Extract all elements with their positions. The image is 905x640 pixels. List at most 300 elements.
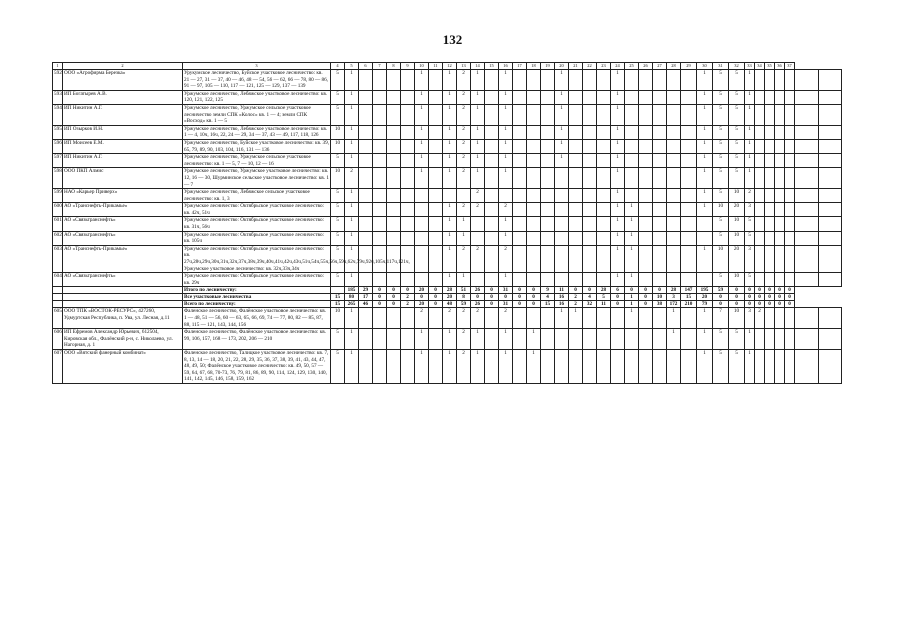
value-cell [359, 104, 373, 125]
value-cell: 1 [697, 104, 713, 125]
value-cell [541, 308, 555, 329]
value-cell: 5 [713, 70, 729, 91]
value-cell [541, 189, 555, 203]
value-cell: 7 [713, 308, 729, 329]
total-value: 51 [457, 287, 471, 294]
value-cell [785, 308, 795, 329]
value-cell: 2 [457, 203, 471, 217]
value-cell: 1 [499, 217, 513, 231]
location-description: Уржумское лесничество, Лебяжское участковое лесничество: кв. 1 — 4, 10ч, 16ч, 22, 24 — 29, 34 — 37, 43 — 49, 117, 118, 126 [183, 125, 331, 139]
value-cell [583, 70, 597, 91]
value-cell [818, 90, 842, 104]
value-cell: 1 [625, 245, 639, 272]
value-cell [527, 90, 541, 104]
value-cell [527, 154, 541, 168]
value-cell: 1 [611, 245, 625, 272]
value-cell [429, 245, 443, 272]
value-cell: 5 [713, 273, 729, 287]
value-cell [569, 231, 583, 245]
value-cell: 1 [443, 104, 457, 125]
value-cell [597, 203, 611, 217]
value-cell: 2 [457, 154, 471, 168]
value-cell: 1 [611, 90, 625, 104]
total-value: 29 [359, 287, 373, 294]
value-cell [775, 329, 785, 350]
value-cell: 1 [555, 90, 569, 104]
value-cell [653, 189, 667, 203]
value-cell [415, 231, 429, 245]
value-cell: 1 [745, 70, 755, 91]
total-value: 38 [653, 301, 667, 308]
value-cell [373, 189, 387, 203]
value-cell: 1 [527, 329, 541, 350]
value-cell [681, 154, 697, 168]
value-cell [541, 231, 555, 245]
value-cell [373, 349, 387, 383]
column-number: 6 [359, 63, 373, 70]
organization-name: ООО ТПК «ВОСТОК-РЕСУРС», 427260, Удмуртская Республика, п. Ува, ул. Лесная, д.11 [63, 308, 183, 329]
location-description: Уржумское лесничество: Октябрьское участковое лесничество: кв. 105ч [183, 231, 331, 245]
value-cell [795, 168, 819, 189]
value-cell [415, 273, 429, 287]
table-row [53, 308, 842, 329]
value-cell: 1 [415, 90, 429, 104]
value-cell [785, 203, 795, 217]
value-cell [818, 273, 842, 287]
total-value: 265 [345, 301, 359, 308]
value-cell [681, 203, 697, 217]
organization-name: АО «Связьтранснефть» [63, 273, 183, 287]
value-cell: 1 [625, 217, 639, 231]
column-number: 12 [443, 63, 457, 70]
value-cell [775, 273, 785, 287]
value-cell [795, 189, 819, 203]
value-cell [387, 70, 401, 91]
column-number: 37 [785, 63, 795, 70]
value-cell [639, 245, 653, 272]
total-value: 0 [485, 301, 499, 308]
value-cell: 1 [457, 231, 471, 245]
value-cell [755, 231, 765, 245]
location-description: Уржумское лесничество, Уржумское сельское участковое лесничество земли СПК «Колос» кв. 1 — 4; земли СПК «Восход» кв. 1 — 5 [183, 104, 331, 125]
total-value: 0 [765, 301, 775, 308]
value-cell: 5 [729, 70, 745, 91]
value-cell: 1 [443, 168, 457, 189]
value-cell [818, 308, 842, 329]
total-value: 15 [331, 294, 345, 301]
value-cell [765, 329, 775, 350]
value-cell: 1 [625, 203, 639, 217]
value-cell [359, 349, 373, 383]
value-cell [373, 154, 387, 168]
value-cell [429, 168, 443, 189]
value-cell [755, 273, 765, 287]
column-number: 11 [429, 63, 443, 70]
total-value: 0 [775, 294, 785, 301]
value-cell: 10 [331, 125, 345, 139]
value-cell [765, 104, 775, 125]
value-cell [485, 273, 499, 287]
value-cell [485, 104, 499, 125]
value-cell [569, 70, 583, 91]
total-value: 0 [775, 301, 785, 308]
total-value: 0 [513, 294, 527, 301]
column-number: 19 [541, 63, 555, 70]
value-cell [387, 168, 401, 189]
total-value: 20 [415, 287, 429, 294]
value-cell [697, 217, 713, 231]
row-number: 597 [53, 154, 63, 168]
value-cell [765, 273, 775, 287]
value-cell [785, 168, 795, 189]
location-description: Уржумское лесничество, Буйское участковое лесничество: кв. 39, 65, 79, 89, 90, 103, 104, 116, 131 — 136 [184, 139, 330, 153]
value-cell [597, 70, 611, 91]
value-cell [359, 189, 373, 203]
value-cell: 2 [345, 168, 359, 189]
value-cell [387, 125, 401, 139]
value-cell [513, 329, 527, 350]
value-cell: 5 [729, 349, 745, 383]
value-cell [499, 189, 513, 203]
value-cell [818, 189, 842, 203]
table-row [53, 231, 842, 245]
column-number: 22 [583, 63, 597, 70]
value-cell [569, 273, 583, 287]
value-cell [527, 125, 541, 139]
value-cell [681, 90, 697, 104]
column-number-row [53, 63, 842, 70]
value-cell: 1 [471, 168, 485, 189]
value-cell [485, 203, 499, 217]
total-value: 0 [429, 287, 443, 294]
location-description: Уржумское лесничество: Октябрьское участковое лесничество: кв. 31ч, 56ч [183, 217, 331, 231]
value-cell [653, 217, 667, 231]
total-value: 16 [555, 301, 569, 308]
value-cell: 5 [713, 168, 729, 189]
value-cell: 1 [611, 217, 625, 231]
value-cell [513, 154, 527, 168]
organization-name: АО «Связьтранснефть» [63, 231, 183, 245]
table-row [53, 90, 842, 104]
value-cell [513, 349, 527, 383]
value-cell [597, 273, 611, 287]
value-cell [527, 203, 541, 217]
value-cell: 1 [471, 139, 485, 153]
total-value: 0 [499, 294, 513, 301]
value-cell [818, 70, 842, 91]
column-number: 8 [387, 63, 401, 70]
value-cell: 1 [625, 273, 639, 287]
total-value: 2 [401, 301, 415, 308]
value-cell [527, 273, 541, 287]
column-number: 23 [597, 63, 611, 70]
total-value: 0 [755, 301, 765, 308]
total-value: 80 [345, 294, 359, 301]
column-number: 36 [775, 63, 785, 70]
value-cell [541, 104, 555, 125]
total-value: 0 [527, 287, 541, 294]
value-cell [667, 70, 681, 91]
value-cell: 1 [499, 104, 513, 125]
value-cell: 1 [443, 70, 457, 91]
value-cell [785, 329, 795, 350]
value-cell: 1 [443, 139, 457, 153]
value-cell [765, 70, 775, 91]
value-cell: 1 [443, 90, 457, 104]
value-cell: 5 [713, 139, 729, 153]
value-cell [569, 245, 583, 272]
table-row [53, 70, 842, 91]
value-cell: 1 [457, 217, 471, 231]
value-cell [785, 245, 795, 272]
value-cell [653, 329, 667, 350]
value-cell: 1 [443, 329, 457, 350]
value-cell: 2 [457, 90, 471, 104]
value-cell [681, 217, 697, 231]
value-cell: 1 [471, 349, 485, 383]
value-cell [755, 104, 765, 125]
value-cell [795, 154, 819, 168]
column-number: 15 [485, 63, 499, 70]
table-row [53, 349, 842, 383]
value-cell: 1 [415, 104, 429, 125]
value-cell: 1 [697, 125, 713, 139]
value-cell [541, 273, 555, 287]
value-cell: 5 [713, 217, 729, 231]
value-cell: 1 [345, 203, 359, 217]
value-cell: 5 [331, 70, 345, 91]
total-value: 0 [373, 301, 387, 308]
value-cell: 1 [443, 203, 457, 217]
value-cell [625, 139, 639, 153]
value-cell [387, 349, 401, 383]
value-cell: 1 [443, 245, 457, 272]
value-cell [569, 189, 583, 203]
value-cell: 1 [443, 154, 457, 168]
total-value: 26 [471, 287, 485, 294]
value-cell [429, 90, 443, 104]
value-cell [485, 168, 499, 189]
total-value: 0 [569, 287, 583, 294]
column-number: 5 [345, 63, 359, 70]
location-description: Уржумское лесничество, Уржумское участковое лесничество: кв. 12, 16 — 30, Шурминское сельское участковое лесничество: кв. 1 — 7 [184, 168, 329, 188]
value-cell: 20 [729, 203, 745, 217]
total-value: 0 [415, 294, 429, 301]
registry-table [52, 62, 842, 384]
value-cell [429, 154, 443, 168]
value-cell [373, 308, 387, 329]
value-cell: 2 [745, 189, 755, 203]
value-cell: 1 [611, 203, 625, 217]
location-description: Уржумское лесничество, Лебяжское сельское участковое лесничество: кв. 1, 3 [183, 189, 331, 203]
value-cell: 5 [331, 203, 345, 217]
row-number: 604 [53, 273, 63, 287]
total-value: 5 [597, 294, 611, 301]
value-cell [359, 203, 373, 217]
total-value: 0 [713, 294, 729, 301]
value-cell: 1 [345, 189, 359, 203]
value-cell: 20 [729, 245, 745, 272]
value-cell [583, 217, 597, 231]
value-cell [401, 203, 415, 217]
value-cell [569, 104, 583, 125]
value-cell [527, 245, 541, 272]
value-cell [597, 139, 611, 153]
value-cell [401, 139, 415, 153]
value-cell [639, 273, 653, 287]
row-number: 606 [53, 329, 63, 350]
value-cell: 1 [569, 308, 583, 329]
value-cell: 1 [471, 329, 485, 350]
value-cell: 10 [331, 168, 345, 189]
total-spacer [63, 294, 183, 301]
column-number: 21 [569, 63, 583, 70]
value-cell: 1 [611, 154, 625, 168]
value-cell [597, 90, 611, 104]
table-row [53, 104, 842, 125]
value-cell [667, 245, 681, 272]
value-cell [485, 231, 499, 245]
value-cell [415, 245, 429, 272]
value-cell [653, 90, 667, 104]
value-cell [775, 189, 785, 203]
value-cell [653, 308, 667, 329]
value-cell [513, 217, 527, 231]
value-cell: 1 [625, 308, 639, 329]
table-row [53, 154, 842, 168]
column-number: 17 [513, 63, 527, 70]
value-cell [359, 125, 373, 139]
value-cell [785, 189, 795, 203]
value-cell: 1 [745, 154, 755, 168]
total-value: 20 [697, 294, 713, 301]
column-number: 10 [415, 63, 429, 70]
value-cell: 1 [345, 217, 359, 231]
value-cell [597, 125, 611, 139]
value-cell [755, 168, 765, 189]
value-cell: 1 [499, 168, 513, 189]
value-cell [818, 231, 842, 245]
value-cell: 1 [499, 231, 513, 245]
total-label: Итого по лесничеству: [183, 287, 331, 294]
value-cell [681, 308, 697, 329]
total-label: Все участковые лесничества [183, 294, 331, 301]
value-cell: 1 [415, 168, 429, 189]
total-value: 0 [729, 287, 745, 294]
value-cell [359, 231, 373, 245]
value-cell [359, 139, 373, 153]
value-cell [387, 217, 401, 231]
value-cell: 1 [499, 125, 513, 139]
value-cell [485, 329, 499, 350]
value-cell: 5 [745, 217, 755, 231]
value-cell [359, 329, 373, 350]
value-cell [471, 217, 485, 231]
value-cell [625, 125, 639, 139]
value-cell [653, 273, 667, 287]
value-cell [541, 125, 555, 139]
value-cell [785, 231, 795, 245]
value-cell: 1 [527, 349, 541, 383]
value-cell: 1 [555, 308, 569, 329]
organization-name: НАО «Карьер Приверх» [63, 189, 183, 203]
value-cell: 1 [555, 70, 569, 91]
value-cell: 5 [745, 231, 755, 245]
value-cell: 2 [499, 245, 513, 272]
value-cell [625, 189, 639, 203]
value-cell [555, 349, 569, 383]
value-cell [555, 217, 569, 231]
value-cell [583, 273, 597, 287]
value-cell [569, 168, 583, 189]
value-cell [527, 168, 541, 189]
value-cell [429, 349, 443, 383]
value-cell [818, 168, 842, 189]
value-cell [569, 125, 583, 139]
value-cell: 5 [713, 189, 729, 203]
value-cell: 5 [713, 104, 729, 125]
row-number: 596 [53, 139, 63, 153]
total-value: 0 [429, 294, 443, 301]
location-description: Уржумское лесничество, Уржумское сельское участковое лесничество: кв. 1 — 5, 7 — 10, 12 — 16 [183, 154, 331, 168]
value-cell [667, 231, 681, 245]
value-cell: 1 [745, 90, 755, 104]
value-cell: 1 [345, 154, 359, 168]
value-cell [373, 203, 387, 217]
value-cell: 10 [713, 203, 729, 217]
total-value: 0 [373, 294, 387, 301]
table-row [53, 189, 842, 203]
total-value: 4 [541, 294, 555, 301]
value-cell [653, 125, 667, 139]
value-cell [541, 154, 555, 168]
value-cell: 1 [345, 308, 359, 329]
value-cell [818, 104, 842, 125]
value-cell: 2 [457, 349, 471, 383]
value-cell [513, 189, 527, 203]
value-cell [401, 329, 415, 350]
table-row [53, 203, 842, 217]
total-value: 0 [401, 287, 415, 294]
total-value: 10 [653, 294, 667, 301]
value-cell: 1 [611, 104, 625, 125]
value-cell [795, 70, 819, 91]
organization-name: ИП Моисеев Е.М. [63, 139, 183, 153]
total-value: 0 [611, 294, 625, 301]
organization-name: ИП Озырков И.Н. [63, 125, 183, 139]
value-cell: 1 [697, 329, 713, 350]
column-number: 33 [745, 63, 755, 70]
value-cell [639, 329, 653, 350]
total-value: 210 [681, 301, 697, 308]
value-cell [359, 308, 373, 329]
value-cell: 5 [331, 245, 345, 272]
value-cell [443, 189, 457, 203]
value-cell [387, 154, 401, 168]
value-cell [527, 189, 541, 203]
value-cell [639, 104, 653, 125]
total-value: 0 [471, 294, 485, 301]
total-value: 48 [443, 301, 457, 308]
value-cell: 1 [625, 231, 639, 245]
total-row [53, 294, 842, 301]
location-description: Уржумское лесничество: Октябрьское участковое лесничество: кв. 27ч,28ч,29ч,30ч,31ч,32ч,37ч,38ч,39ч,40ч,41ч,42ч,43ч,51ч,54ч,55ч,56ч,59ч,62ч,79ч,92ч,105ч,117ч,121ч, Уржумское участковое лесничество: кв. 32ч,33ч,34ч [184, 245, 410, 272]
page-number: 132 [442, 32, 463, 47]
value-cell [541, 70, 555, 91]
value-cell: 2 [457, 308, 471, 329]
value-cell: 1 [345, 139, 359, 153]
organization-name: АО «Транснефть-Прикамье» [63, 203, 183, 217]
